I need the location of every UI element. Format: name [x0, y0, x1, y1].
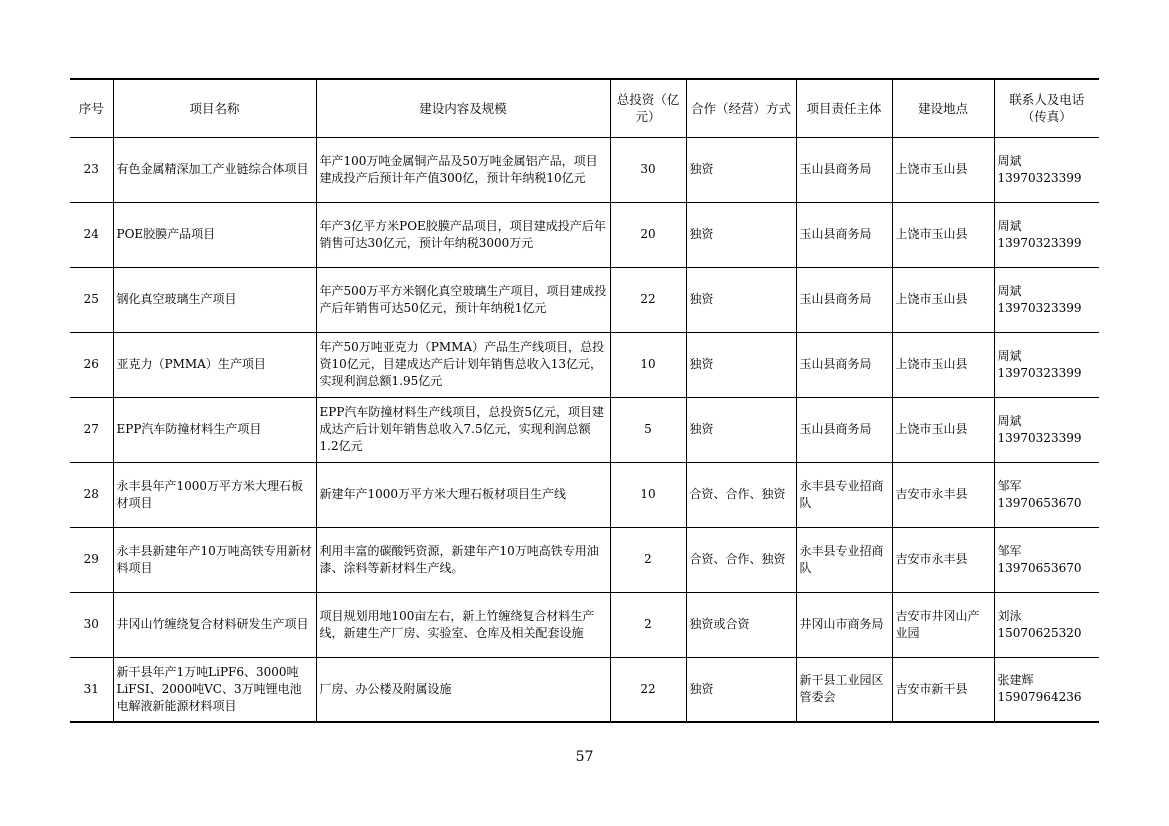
contact-name: 周斌 — [997, 283, 1022, 298]
location-cell: 吉安市永丰县 — [892, 462, 994, 527]
contact-cell — [994, 267, 1099, 332]
seq-cell: 23 — [70, 137, 113, 202]
table-row — [70, 397, 1099, 462]
seq-cell: 27 — [70, 397, 113, 462]
contact-phone: 15070625320 — [997, 625, 1082, 640]
investment-cell: 22 — [610, 267, 686, 332]
owner-cell: 玉山县商务局 — [796, 137, 892, 202]
mode-cell: 独资 — [686, 332, 796, 397]
content-cell: 年产3亿平方米POE胶膜产品项目，项目建成投产后年销售可达30亿元，预计年纳税3000万元 — [316, 202, 610, 267]
investment-cell: 20 — [610, 202, 686, 267]
owner-cell: 玉山县商务局 — [796, 267, 892, 332]
table-row — [70, 137, 1099, 202]
contact-phone: 13970323399 — [997, 300, 1082, 315]
table-row — [70, 527, 1099, 592]
project-name-cell: 井冈山竹缠绕复合材料研发生产项目 — [113, 592, 316, 657]
location-cell: 吉安市井冈山产业园 — [892, 592, 994, 657]
contact-name: 周斌 — [997, 348, 1022, 363]
investment-cell: 22 — [610, 657, 686, 722]
contact-name: 邹军 — [997, 543, 1022, 558]
contact-cell — [994, 592, 1099, 657]
contact-phone: 13970653670 — [997, 495, 1082, 510]
mode-cell: 独资或合资 — [686, 592, 796, 657]
owner-cell: 玉山县商务局 — [796, 202, 892, 267]
page-number: 57 — [575, 749, 594, 765]
owner-cell: 玉山县商务局 — [796, 332, 892, 397]
contact-name: 周斌 — [997, 218, 1022, 233]
contact-phone: 13970323399 — [997, 170, 1082, 185]
mode-cell: 合资、合作、独资 — [686, 462, 796, 527]
mode-cell: 独资 — [686, 397, 796, 462]
contact-cell — [994, 137, 1099, 202]
owner-cell: 井冈山市商务局 — [796, 592, 892, 657]
content-cell: 新建年产1000万平方米大理石板材项目生产线 — [316, 462, 610, 527]
contact-cell — [994, 332, 1099, 397]
mode-cell: 独资 — [686, 657, 796, 722]
location-cell: 上饶市玉山县 — [892, 267, 994, 332]
content-cell: 年产100万吨金属铜产品及50万吨金属铝产品，项目建成投产后预计年产值300亿，预计年纳税10亿元 — [316, 137, 610, 202]
contact-name: 周斌 — [997, 413, 1022, 428]
project-table — [70, 78, 1099, 723]
table-row — [70, 332, 1099, 397]
contact-name: 周斌 — [997, 153, 1022, 168]
contact-name: 刘泳 — [997, 608, 1022, 623]
content-cell: EPP汽车防撞材料生产线项目，总投资5亿元，项目建成达产后计划年销售总收入7.5亿元，实现利润总额1.2亿元 — [316, 397, 610, 462]
header-content: 建设内容及规模 — [316, 79, 610, 137]
header-contact: 联系人及电话（传真） — [994, 79, 1099, 137]
location-cell: 上饶市玉山县 — [892, 137, 994, 202]
table-row — [70, 657, 1099, 722]
seq-cell: 24 — [70, 202, 113, 267]
content-cell: 利用丰富的碳酸钙资源，新建年产10万吨高铁专用油漆、涂料等新材料生产线。 — [316, 527, 610, 592]
owner-cell: 玉山县商务局 — [796, 397, 892, 462]
content-cell: 项目规划用地100亩左右，新上竹缠绕复合材料生产线，新建生产厂房、实验室、仓库及相关配套设施 — [316, 592, 610, 657]
location-cell: 吉安市新干县 — [892, 657, 994, 722]
seq-cell: 28 — [70, 462, 113, 527]
contact-phone: 15907964236 — [997, 690, 1082, 705]
investment-cell: 5 — [610, 397, 686, 462]
location-cell: 上饶市玉山县 — [892, 397, 994, 462]
seq-cell: 26 — [70, 332, 113, 397]
table-row — [70, 267, 1099, 332]
investment-cell: 10 — [610, 462, 686, 527]
mode-cell: 合资、合作、独资 — [686, 527, 796, 592]
project-name-cell: POE胶膜产品项目 — [113, 202, 316, 267]
project-name-cell: EPP汽车防撞材料生产项目 — [113, 397, 316, 462]
header-owner: 项目责任主体 — [796, 79, 892, 137]
location-cell: 吉安市永丰县 — [892, 527, 994, 592]
contact-phone: 13970653670 — [997, 560, 1082, 575]
project-name-cell: 钢化真空玻璃生产项目 — [113, 267, 316, 332]
table-row — [70, 202, 1099, 267]
owner-cell: 新干县工业园区管委会 — [796, 657, 892, 722]
content-cell: 厂房、办公楼及附属设施 — [316, 657, 610, 722]
contact-cell — [994, 397, 1099, 462]
mode-cell: 独资 — [686, 137, 796, 202]
investment-cell: 2 — [610, 527, 686, 592]
contact-cell — [994, 202, 1099, 267]
contact-name: 张建辉 — [997, 673, 1034, 688]
location-cell: 上饶市玉山县 — [892, 332, 994, 397]
table-row — [70, 592, 1099, 657]
contact-phone: 13970323399 — [997, 235, 1082, 250]
seq-cell: 29 — [70, 527, 113, 592]
project-name-cell: 亚克力（PMMA）生产项目 — [113, 332, 316, 397]
contact-cell — [994, 657, 1099, 722]
contact-cell — [994, 462, 1099, 527]
contact-phone: 13970323399 — [997, 365, 1082, 380]
header-seq: 序号 — [70, 79, 113, 137]
header-investment: 总投资（亿元） — [610, 79, 686, 137]
mode-cell: 独资 — [686, 202, 796, 267]
contact-cell — [994, 527, 1099, 592]
contact-name: 邹军 — [997, 478, 1022, 493]
contact-phone: 13970323399 — [997, 430, 1082, 445]
seq-cell: 31 — [70, 657, 113, 722]
seq-cell: 30 — [70, 592, 113, 657]
investment-cell: 10 — [610, 332, 686, 397]
investment-cell: 2 — [610, 592, 686, 657]
header-name: 项目名称 — [113, 79, 316, 137]
table-row — [70, 462, 1099, 527]
investment-cell: 30 — [610, 137, 686, 202]
header-mode: 合作（经营）方式 — [686, 79, 796, 137]
project-name-cell: 有色金属精深加工产业链综合体项目 — [113, 137, 316, 202]
content-cell: 年产50万吨亚克力（PMMA）产品生产线项目，总投资10亿元，目建成达产后计划年销售总收入13亿元，实现利润总额1.95亿元 — [316, 332, 610, 397]
header-row — [70, 79, 1099, 137]
header-location: 建设地点 — [892, 79, 994, 137]
owner-cell: 永丰县专业招商队 — [796, 527, 892, 592]
seq-cell: 25 — [70, 267, 113, 332]
project-name-cell: 永丰县新建年产10万吨高铁专用新材料项目 — [113, 527, 316, 592]
mode-cell: 独资 — [686, 267, 796, 332]
owner-cell: 永丰县专业招商队 — [796, 462, 892, 527]
project-name-cell: 永丰县年产1000万平方米大理石板材项目 — [113, 462, 316, 527]
content-cell: 年产500万平方米钢化真空玻璃生产项目，项目建成投产后年销售可达50亿元，预计年纳税1亿元 — [316, 267, 610, 332]
location-cell: 上饶市玉山县 — [892, 202, 994, 267]
project-name-cell: 新干县年产1万吨LiPF6、3000吨LiFSI、2000吨VC、3万吨锂电池电解液新能源材料项目 — [113, 657, 316, 722]
